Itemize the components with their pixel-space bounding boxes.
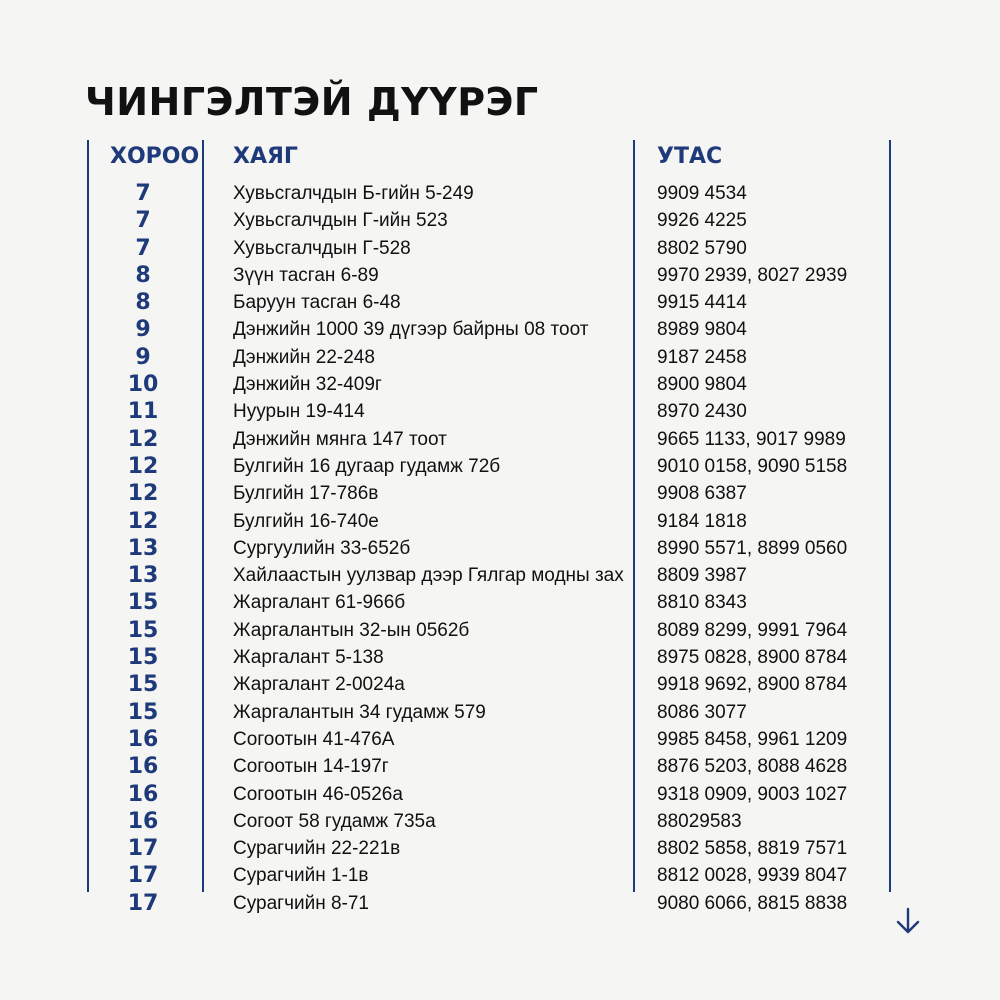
khoroo-cell: 9 bbox=[135, 344, 151, 370]
header-address: ХАЯГ bbox=[233, 144, 298, 169]
phone-cell: 88029583 bbox=[657, 810, 742, 832]
address-cell: Булгийн 16 дугаар гудамж 72б bbox=[233, 455, 501, 477]
address-cell: Жаргалант 2-0024а bbox=[233, 674, 405, 696]
khoroo-cell: 16 bbox=[127, 808, 159, 834]
phone-cell: 8086 3077 bbox=[657, 701, 747, 723]
khoroo-cell: 12 bbox=[127, 481, 159, 507]
address-cell: Жаргалантын 32-ын 0562б bbox=[233, 619, 470, 641]
khoroo-cell: 8 bbox=[135, 290, 151, 316]
khoroo-cell: 17 bbox=[127, 836, 159, 862]
phone-cell: 8900 9804 bbox=[657, 374, 747, 396]
address-cell: Дэнжийн 1000 39 дүгээр байрны 08 тоот bbox=[233, 319, 589, 341]
header-phone: УТАС bbox=[657, 144, 723, 169]
phone-cell: 9926 4225 bbox=[657, 210, 747, 232]
khoroo-cell: 13 bbox=[127, 535, 159, 561]
khoroo-cell: 9 bbox=[135, 317, 151, 343]
table-row bbox=[0, 644, 1000, 671]
khoroo-cell: 15 bbox=[127, 699, 159, 725]
khoroo-cell: 16 bbox=[127, 781, 159, 807]
table-row bbox=[0, 753, 1000, 780]
phone-cell: 9909 4534 bbox=[657, 183, 747, 204]
phone-cell: 8810 8343 bbox=[657, 592, 747, 614]
table-row bbox=[0, 671, 1000, 698]
address-cell: Нуурын 19-414 bbox=[233, 401, 365, 423]
address-cell: Булгийн 16-740е bbox=[233, 510, 379, 532]
table-row bbox=[0, 398, 1000, 425]
phone-cell: 8089 8299, 9991 7964 bbox=[657, 619, 848, 641]
khoroo-cell: 15 bbox=[127, 672, 159, 698]
table-row bbox=[0, 180, 1000, 207]
table-row bbox=[0, 235, 1000, 262]
phone-cell: 9908 6387 bbox=[657, 483, 747, 505]
table-row bbox=[0, 207, 1000, 234]
address-cell: Баруун тасган 6-48 bbox=[233, 292, 401, 314]
phone-cell: 9010 0158, 9090 5158 bbox=[657, 455, 848, 477]
table-row bbox=[0, 726, 1000, 753]
table-row bbox=[0, 480, 1000, 507]
table-row bbox=[0, 371, 1000, 398]
table-row bbox=[0, 289, 1000, 316]
khoroo-cell: 7 bbox=[135, 235, 151, 261]
khoroo-cell: 17 bbox=[127, 863, 159, 889]
header-khoroo: ХОРОО bbox=[110, 144, 200, 169]
address-cell: Жаргалантын 34 гудамж 579 bbox=[233, 701, 486, 723]
table-row bbox=[0, 862, 1000, 889]
phone-cell: 8812 0028, 9939 8047 bbox=[657, 865, 848, 887]
phone-cell: 8970 2430 bbox=[657, 401, 747, 423]
phone-cell: 8975 0828, 8900 8784 bbox=[657, 647, 848, 669]
table-row bbox=[0, 617, 1000, 644]
table-row bbox=[0, 316, 1000, 343]
arrow-down-icon[interactable] bbox=[892, 905, 924, 937]
address-cell: Согоотын 46-0526а bbox=[233, 783, 403, 805]
table-row bbox=[0, 562, 1000, 589]
khoroo-cell: 12 bbox=[127, 508, 159, 534]
khoroo-cell: 8 bbox=[135, 262, 151, 288]
table-row bbox=[0, 344, 1000, 371]
phone-cell: 8809 3987 bbox=[657, 565, 747, 587]
address-cell: Жаргалант 5-138 bbox=[233, 647, 384, 669]
khoroo-cell: 15 bbox=[127, 590, 159, 616]
address-cell: Согоотын 41-476А bbox=[233, 728, 395, 750]
table-row bbox=[0, 835, 1000, 862]
table-row bbox=[0, 890, 1000, 917]
address-table bbox=[0, 180, 1000, 917]
khoroo-cell: 7 bbox=[135, 208, 151, 234]
table-row bbox=[0, 699, 1000, 726]
table-row bbox=[0, 426, 1000, 453]
address-cell: Хувьсгалчдын Б-гийн 5-249 bbox=[233, 183, 474, 204]
table-row bbox=[0, 453, 1000, 480]
table-row bbox=[0, 589, 1000, 616]
phone-cell: 9915 4414 bbox=[657, 292, 747, 314]
address-cell: Хайлаастын уулзвар дээр Гялгар модны зах bbox=[233, 565, 624, 587]
address-cell: Дэнжийн 32-409г bbox=[233, 374, 382, 396]
address-cell: Сурагчийн 1-1в bbox=[233, 865, 369, 887]
table-row bbox=[0, 808, 1000, 835]
khoroo-cell: 15 bbox=[127, 617, 159, 643]
address-cell: Хувьсгалчдын Г-528 bbox=[233, 237, 411, 259]
phone-cell: 8990 5571, 8899 0560 bbox=[657, 537, 848, 559]
table-row bbox=[0, 508, 1000, 535]
phone-cell: 9985 8458, 9961 1209 bbox=[657, 728, 848, 750]
address-cell: Согоот 58 гудамж 735а bbox=[233, 810, 436, 832]
khoroo-cell: 17 bbox=[127, 890, 159, 916]
phone-cell: 9187 2458 bbox=[657, 346, 747, 368]
address-cell: Булгийн 17-786в bbox=[233, 483, 379, 505]
phone-cell: 9918 9692, 8900 8784 bbox=[657, 674, 848, 696]
table-row bbox=[0, 781, 1000, 808]
address-cell: Жаргалант 61-966б bbox=[233, 592, 406, 614]
phone-cell: 9318 0909, 9003 1027 bbox=[657, 783, 848, 805]
khoroo-cell: 16 bbox=[127, 754, 159, 780]
phone-cell: 8876 5203, 8088 4628 bbox=[657, 756, 848, 778]
khoroo-cell: 10 bbox=[127, 372, 159, 398]
address-cell: Хувьсгалчдын Г-ийн 523 bbox=[233, 210, 448, 232]
phone-cell: 9970 2939, 8027 2939 bbox=[657, 264, 848, 286]
khoroo-cell: 11 bbox=[127, 399, 159, 425]
khoroo-cell: 13 bbox=[127, 563, 159, 589]
khoroo-cell: 15 bbox=[127, 645, 159, 671]
khoroo-cell: 12 bbox=[127, 453, 159, 479]
address-cell: Сурагчийн 8-71 bbox=[233, 892, 369, 914]
address-cell: Дэнжийн 22-248 bbox=[233, 346, 375, 368]
phone-cell: 8802 5790 bbox=[657, 237, 747, 259]
phone-cell: 9665 1133, 9017 9989 bbox=[657, 428, 846, 450]
khoroo-cell: 16 bbox=[127, 726, 159, 752]
address-cell: Сурагчийн 22-221в bbox=[233, 838, 401, 860]
address-cell: Согоотын 14-197г bbox=[233, 756, 389, 778]
address-cell: Зүүн тасган 6-89 bbox=[233, 264, 379, 286]
table-row bbox=[0, 262, 1000, 289]
table-row bbox=[0, 535, 1000, 562]
address-cell: Дэнжийн мянга 147 тоот bbox=[233, 428, 447, 450]
phone-cell: 9184 1818 bbox=[657, 510, 747, 532]
khoroo-cell: 7 bbox=[135, 181, 151, 206]
khoroo-cell: 12 bbox=[127, 426, 159, 452]
page-title: ЧИНГЭЛТЭЙ ДҮҮРЭГ bbox=[85, 80, 539, 124]
phone-cell: 9080 6066, 8815 8838 bbox=[657, 892, 848, 914]
address-cell: Сургуулийн 33-652б bbox=[233, 537, 411, 559]
phone-cell: 8802 5858, 8819 7571 bbox=[657, 838, 848, 860]
phone-cell: 8989 9804 bbox=[657, 319, 747, 341]
